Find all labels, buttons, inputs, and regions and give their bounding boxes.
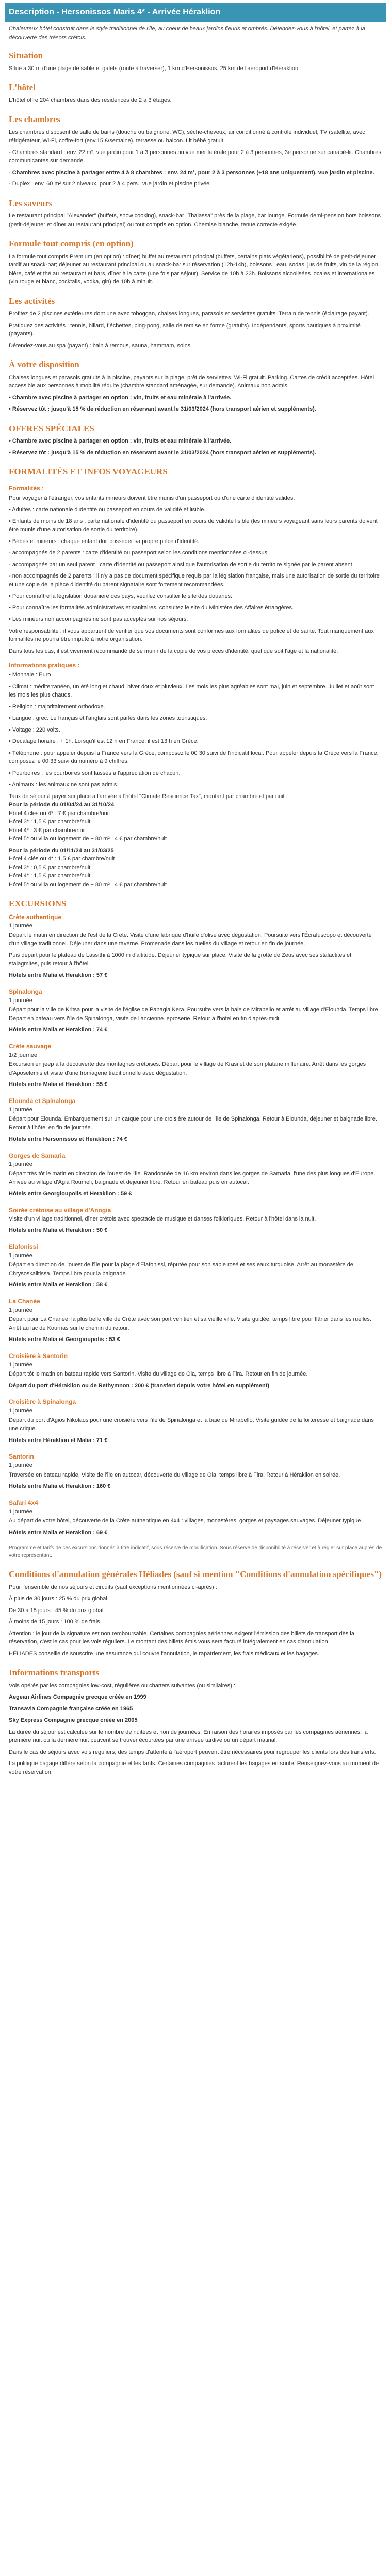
excursion-title: Croisière à Santorin [9, 1352, 68, 1360]
excursion-price: Hôtels entre Malia et Heraklion : 74 € [9, 1027, 108, 1033]
excursion-price: Hôtels entre Malia et Heraklion : 55 € [9, 1081, 108, 1088]
tax-line: Pour la période du 01/11/24 au 31/03/25 [9, 847, 114, 854]
excursion-item [9, 1452, 382, 1491]
conditions-text: Attention : le jour de la signature est non remboursable. Certaines compagnies aériennes exigent l'émission des billets de transport dès la réservation, c'est le cas pour les vols réguliers. Le montant des billets émis vous sera facturé intégralement en cas d'annulation. [9, 1630, 354, 1645]
activites-text: Pratiquez des activités : tennis, billard, fléchettes, ping-pong, salle de remise en forme (gratuits). Indépendants, sports nautiques à proximité (payants). [9, 322, 361, 337]
excursion-duration: 1 journée [9, 997, 32, 1004]
formalites-item: - accompagnés par un seul parent : carte d'identité ou passeport ainsi que l'autorisation de sortie du territoire signée par le parent absent. [9, 561, 354, 568]
conditions-item: À plus de 30 jours : 25 % du prix global [9, 1596, 107, 1602]
formalites-heading: FORMALITÉS ET INFOS VOYAGEURS [9, 467, 168, 477]
excursion-price: Hôtels entre Malia et Georgioupolis : 53 € [9, 1336, 120, 1343]
excursion-desc: Départ le matin en direction de l'est de la Crète. Visite d'une fabrique d'huile d'olive avec dégustation. Poursuite vers l'Écrafuscopo et découverte d'un village traditionnel. Déjeuner dans une taverne. Promenade dans les ruelles du village et retour en fin de journée. [9, 932, 372, 947]
excursion-duration: 1 journée [9, 922, 32, 929]
excursion-item [9, 1151, 382, 1198]
excursion-title: Safari 4x4 [9, 1499, 38, 1506]
formalites-item: • Adultes : carte nationale d'identité ou passeport en cours de validité et lisible. [9, 506, 206, 513]
infos-item: • Décalage horaire : + 1h. Lorsqu'il est 12 h en France, il est 13 h en Grèce. [9, 738, 199, 744]
activites-text: Profitez de 2 piscines extérieures dont une avec toboggan, chaises longues, parasols et serviettes gratuits. Terrain de tennis (éclairage payant). [9, 311, 369, 317]
tax-line: Hôtel 5* ou villa ou logement de + 80 m² : 4 € par chambre/nuit [9, 881, 167, 888]
chambres-item: - Duplex : env. 60 m² sur 2 niveaux, pour 2 à 4 pers., vue jardin et piscine privée. [9, 181, 211, 187]
formalites-intro: Pour voyager à l'étranger, vos enfants mineurs doivent être munis d'un passeport ou d'une carte d'identité valides. [9, 495, 295, 501]
excursion-duration: 1 journée [9, 1252, 32, 1259]
excursion-duration: 1 journée [9, 1161, 32, 1167]
formalites-item: - accompagnés de 2 parents : carte d'identité ou passeport selon les conditions mentionnées ci-dessus. [9, 550, 269, 556]
excursion-item [9, 912, 382, 980]
infos-item: • Religion : majoritairement orthodoxe. [9, 703, 105, 710]
excursion-duration: 1 journée [9, 1361, 32, 1368]
excursion-price: Hôtels entre Malia et Heraklion : 50 € [9, 1227, 108, 1233]
excursion-price: Hôtels entre Malia et Heraklion : 57 € [9, 972, 108, 978]
infos-item: • Monnaie : Euro [9, 672, 51, 678]
formule-section [9, 237, 382, 286]
formule-heading: Formule tout compris (en option) [9, 239, 134, 248]
excursion-item [9, 1498, 382, 1537]
excursion-item [9, 1242, 382, 1290]
transport-heading: Informations transports [9, 1668, 100, 1677]
activites-text: Détendez-vous au spa (payant) : bain à remous, sauna, hammam, soins. [9, 342, 192, 349]
chambres-heading: Les chambres [9, 114, 61, 124]
excursion-desc: Départ pour La Chanée, la plus belle ville de Crète avec son port vénitien et sa vieille ville. Visite guidée, temps libre pour flâner dans les ruelles. Arrêt au lac de Kournas sur le chemin du retour. [9, 1316, 371, 1331]
transport-text: La politique bagage diffère selon la compagnie et les tarifs. Certaines compagnies facturent les bagages en soute. Renseignez-vous au moment de votre réservation. [9, 1760, 379, 1775]
excursion-desc: Au départ de votre hôtel, découverte de la Crète authentique en 4x4 : villages, monastères, gorges et paysages sauvages. Déjeuner typique. [9, 1518, 363, 1524]
excursion-desc: Puis départ pour le plateau de Lassithi à 1000 m d'altitude. Déjeuner typique sur place. Visite de la grotte de Zeus avec ses stalactites et stalagmites, puis retour à l'hôtel. [9, 952, 352, 967]
formalites-section [9, 465, 382, 889]
excursion-item [9, 1397, 382, 1445]
page-title: Description - Hersonissos Maris 4* - Arrivée Héraklion [5, 3, 386, 22]
tax-line: Pour la période du 01/04/24 au 31/10/24 [9, 802, 115, 808]
excursions-section [9, 897, 382, 1560]
formalites-note: Votre responsabilité : il vous appartient de vérifier que vos documents sont conformes aux formalités de police et de santé. Tout manquement aux formalités ne pourra être imputé à notre organisation. [9, 628, 374, 642]
excursion-price: Départ du port d'Héraklion ou de Rethymnon : 200 € (transfert depuis votre hôtel en supplément) [9, 1382, 270, 1389]
infos-subheading: Informations pratiques : [9, 662, 80, 669]
excursion-price: Hôtels entre Malia et Heraklion : 160 € [9, 1483, 111, 1489]
excursion-desc: Départ tôt le matin en bateau rapide vers Santorin. Visite du village de Oia, temps libre à Fira. Retour en fin de journée. [9, 1371, 308, 1377]
savoir-heading: À votre disposition [9, 360, 79, 369]
excursion-title: Crète sauvage [9, 1042, 52, 1050]
excursion-item [9, 1351, 382, 1391]
excursion-desc: Départ en direction de l'ouest de l'île pour la plage d'Elafonissi, réputée pour son sable rosé et ses eaux turquoise. Arrêt au monastère de Chrysoskalitissa. Temps libre pour la baignade. [9, 1262, 353, 1277]
formalites-subheading: Formalités : [9, 484, 44, 492]
carrier-item: Aegean Airlines Compagnie grecque créée en 1999 [9, 1694, 146, 1700]
tax-line: Hôtel 3* : 1,5 € par chambre/nuit [9, 819, 91, 825]
excursion-desc: Départ très tôt le matin en direction de l'ouest de l'île. Randonnée de 16 km environ dans les gorges de Samaria, l'une des plus longues d'Europe. Arrivée au village d'Agia Roumeli, baignade et déjeuner libre. Retour en bateau puis en autocar. [9, 1171, 376, 1185]
formalites-item: • Pour connaître les formalités administratives et sanitaires, consultez le site du Ministère des Affaires étrangères. [9, 604, 294, 611]
chambres-item: - Chambres avec piscine à partager entre 4 à 8 chambres : env. 24 m², pour 2 à 3 personnes (+18 ans uniquement), vue jardin et piscine. [9, 169, 374, 176]
excursion-price: Hôtels entre Georgioupolis et Heraklion : 59 € [9, 1191, 132, 1197]
formalites-item: - non accompagnés de 2 parents : il n'y a pas de document spécifique requis par la législation française, mais une autorisation de sortie du territoire et une copie de la pièce d'identité du parent signataire sont fortement recommandées. [9, 573, 380, 588]
excursion-title: Elafonissi [9, 1243, 38, 1250]
carrier-item: Sky Express Compagnie grecque créée en 2005 [9, 1717, 138, 1723]
excursion-duration: 1 journée [9, 1408, 32, 1414]
saveurs-heading: Les saveurs [9, 198, 53, 208]
excursions-heading: EXCURSIONS [9, 899, 67, 908]
excursion-duration: 1/2 journée [9, 1052, 38, 1058]
conditions-text: Pour l'ensemble de nos séjours et circuits (sauf exceptions mentionnées ci-après) : [9, 1584, 217, 1590]
excursion-price: Hôtels entre Malia et Heraklion : 58 € [9, 1282, 108, 1288]
infos-item: • Animaux : les animaux ne sont pas admis. [9, 782, 119, 788]
excursion-title: Spinalonga [9, 988, 42, 995]
situation-text: Situé à 30 m d'une plage de sable et galets (route à traverser), 1 km d'Hersonissos, 25 km de l'aéroport d'Héraklion. [9, 65, 300, 72]
tax-line: Taux de séjour à payer sur place à l'arrivée à l'hôtel "Climate Resilience Tax", montant par chambre et par nuit : [9, 793, 288, 800]
excursion-item [9, 987, 382, 1035]
tax-line: Hôtel 4 clés ou 4* : 1,5 € par chambre/nuit [9, 856, 115, 862]
tax-line: Hôtel 5* ou villa ou logement de + 80 m² : 4 € par chambre/nuit [9, 836, 167, 842]
saveurs-section [9, 197, 382, 229]
infos-item: • Langue : grec. Le français et l'anglais sont parlés dans les zones touristiques. [9, 715, 207, 721]
conditions-section [9, 1568, 382, 1658]
formalites-item: • Bébés et mineurs : chaque enfant doit posséder sa propre pièce d'identité. [9, 538, 200, 545]
excursion-duration: 1 journée [9, 1106, 32, 1113]
formalites-item: • Les mineurs non accompagnés ne sont pas acceptés sur nos séjours. [9, 616, 188, 622]
conditions-item: À moins de 15 jours : 100 % de frais [9, 1619, 100, 1625]
excursion-price: Hôtels entre Hersonissos et Heraklion : 74 € [9, 1136, 127, 1142]
excursion-item [9, 1297, 382, 1344]
excursion-duration: 1 journée [9, 1307, 32, 1313]
excursion-duration: 1 journée [9, 1508, 32, 1515]
excursion-desc: Départ pour Elounda. Embarquement sur un caïque pour une croisière autour de l'île de Spinalonga. Retour à Elounda, déjeuner et baignade libre. Retour à l'hôtel en fin de journée. [9, 1116, 377, 1131]
chambres-text: Les chambres disposent de salle de bains (douche ou baignoire, WC), sèche-cheveux, air conditionné à contrôle individuel, TV (satellite, avec réfrigérateur, Wi-Fi, coffre-fort (env.15 €/semaine), terrasse ou balcon. Lit bébé gratuit. [9, 129, 365, 144]
excursion-duration: 1 journée [9, 1462, 32, 1468]
tax-line: Hôtel 4* : 1,5 € par chambre/nuit [9, 873, 91, 879]
offres-heading: OFFRES SPÉCIALES [9, 423, 94, 433]
excursion-price: Hôtels entre Héraklion et Malia : 71 € [9, 1437, 108, 1444]
excursion-price: Hôtels entre Malia et Heraklion : 69 € [9, 1529, 108, 1536]
excursion-title: Croisière à Spinalonga [9, 1398, 76, 1405]
transport-text: La durée du séjour est calculée sur le nombre de nuitées et non de journées. En raison des horaires imposés par les compagnies aériennes, la première nuit ou la dernière nuit peuvent se trouver écourtées par une arrivée tardive ou un départ matinal. [9, 1728, 368, 1743]
saveurs-text: Le restaurant principal "Alexander" (buffets, show cooking), snack-bar "Thalassa" près de la plage, bar lounge. Formule demi-pension hors boissons (petit-déjeuner et dîner au restaurant principal) ou tout compris en option. Chemise blanche, tenue correcte exigée. [9, 213, 381, 228]
infos-item: • Climat : méditerranéen, un été long et chaud, hiver doux et pluvieux. Les mois les plus agréables sont mai, juin et septembre. Juillet et août sont les mois les plus chauds. [9, 683, 374, 698]
formalites-item: • Enfants de moins de 18 ans : carte nationale d'identité ou passeport en cours de validité lisible (les mineurs voyageant sans leurs parents doivent être munis d'une autorisation de sortie du territoire). [9, 518, 378, 533]
tax-dates [9, 792, 382, 889]
tax-line: Hôtel 4* : 3 € par chambre/nuit [9, 827, 86, 834]
excursion-item [9, 1096, 382, 1144]
transport-section [9, 1666, 382, 1776]
excursion-desc: Départ du port d'Agios Nikolaos pour une croisière vers l'île de Spinalonga et la baie de Mirabello. Visite guidée de la forteresse et baignade dans une crique. [9, 1417, 374, 1432]
savoir-section [9, 358, 382, 414]
situation-section [9, 49, 382, 73]
excursion-title: La Chanée [9, 1297, 40, 1305]
transport-text: Dans le cas de séjours avec vols réguliers, des temps d'attente à l'aéroport peuvent être nécessaires pour regrouper les clients lors des transferts. [9, 1749, 376, 1755]
excursion-item [9, 1042, 382, 1089]
excursion-title: Elounda et Spinalonga [9, 1097, 76, 1105]
situation-heading: Situation [9, 50, 43, 60]
offres-section [9, 422, 382, 457]
excursion-desc: Départ pour la ville de Kritsa pour la visite de l'église de Panagia Kera. Poursuite vers la baie de Mirabello et arrêt au village d'Elounda. Temps libre. Départ en bateau vers l'île de Spinalonga, visite de l'ancienne léproserie. Retour à l'hôtel en fin d'après-midi. [9, 1007, 380, 1022]
excursions-note: Programme et tarifs de ces excursions donnés à titre indicatif, sous réserve de modification. Sous réserve de disponibilité à réserver et à régler sur place auprès de votre représentant. [9, 1545, 382, 1558]
excursion-desc: Excursion en jeep à la découverte des montagnes crétoises. Départ pour le village de Krasi et de son platane millénaire. Arrêt dans les gorges d'Aposelemis et visite d'une fromagerie traditionnelle avec dégustation. [9, 1061, 366, 1076]
transport-intro: Vols opérés par les compagnies low-cost, régulières ou charters suivantes (ou similaires) : [9, 1682, 235, 1689]
activites-heading: Les activités [9, 296, 55, 306]
excursion-title: Gorges de Samaria [9, 1151, 66, 1159]
excursion-desc: Traversée en bateau rapide. Visite de l'île en autocar, découverte du village de Oia, temps libre à Fira. Retour à Héraklion en soirée. [9, 1471, 340, 1478]
formalites-item: • Pour connaître la législation douanière des pays, veuillez consulter le site des douanes. [9, 593, 233, 599]
infos-item: • Voltage : 220 volts. [9, 726, 60, 733]
hotel-heading: L'hôtel [9, 82, 36, 92]
conditions-heading: Conditions d'annulation générales Héliades (sauf si mention "Conditions d'annulation spécifiques") [9, 1569, 382, 1579]
formule-text: La formule tout compris Premium (en option) : dîner) buffet au restaurant principal (buffets, certains plats végétariens), possibilité de petit-déjeuner tardif au snack-bar; déjeuner au restaurant principal ou au snack-bar sur réservation (12h-14h), boissons : eau, sodas, jus de fruits, vin de la région, bière, café et thé au restaurant et bars, dîner à la carte (une fois par séjour). Service de 10h à 23h. Boissons alcoolisées locales et internationales (vin rouge et blanc, cocktails, vodka, gin) de 10h à minuit. [9, 253, 380, 285]
intro-text: Chaleureux hôtel construit dans le style traditionnel de l'île, au coeur de beaux jardins fleuris et ombrés. Détendez-vous à l'hôtel, et partez à la découverte des trésors crétois. [9, 26, 365, 41]
excursion-item [9, 1206, 382, 1235]
hotel-text: L'hôtel offre 204 chambres dans des résidences de 2 à 3 étages. [9, 97, 172, 104]
savoir-text: Chaises longues et parasols gratuits à la piscine, payants sur la plage, prêt de serviettes. Wi-Fi gratuit. Parking. Cartes de crédit acceptées. Hôtel accessible aux personnes à mobilité réduite (chambre standard aménagée, sur demande). Animaux non admis. [9, 374, 374, 389]
page [5, 3, 386, 1795]
conditions-item: De 30 à 15 jours : 45 % du prix global [9, 1607, 104, 1614]
tax-line: Hôtel 4 clés ou 4* : 7 € par chambre/nuit [9, 810, 110, 817]
savoir-item: • Chambre avec piscine à partager en option : vin, fruits et eau minérale à l'arrivée. [9, 394, 232, 401]
offre-item: • Réservez tôt : jusqu'à 15 % de réduction en réservant avant le 31/03/2024 (hors transport aérien et suppléments). [9, 449, 316, 456]
excursion-title: Soirée crétoise au village d'Anogia [9, 1206, 111, 1214]
conditions-text: HÉLIADES conseille de souscrire une assurance qui couvre l'annulation, le rapatriement, les frais médicaux et les bagages. [9, 1650, 319, 1657]
infos-item: • Téléphone : pour appeler depuis la France vers la Grèce, composez le 00 30 suivi de l'indicatif local. Pour appeler depuis la Grèce vers la France, composez le 00 33 suivi du numéro à 9 chiffres. [9, 750, 379, 765]
infos-item: • Pourboires : les pourboires sont laissés à l'appréciation de chacun. [9, 770, 181, 776]
chambres-section [9, 113, 382, 189]
excursion-desc: Visite d'un village traditionnel, dîner crétois avec spectacle de musique et danses folkloriques. Retour à l'hôtel dans la nuit. [9, 1215, 316, 1222]
activites-section [9, 295, 382, 350]
offre-item: • Chambre avec piscine à partager en option : vin, fruits et eau minérale à l'arrivée. [9, 438, 232, 444]
savoir-item: • Réservez tôt : jusqu'à 15 % de réduction en réservant avant le 31/03/2024 (hors transport aérien et suppléments). [9, 406, 316, 412]
excursion-title: Crète authentique [9, 913, 62, 921]
tax-line: Hôtel 3* : 0,5 € par chambre/nuit [9, 864, 91, 871]
hotel-section [9, 81, 382, 105]
chambres-item: - Chambres standard : env. 22 m², vue jardin pour 1 à 3 personnes ou vue mer latérale pour 2 à 3 personnes, 3e personne sur canapé-lit. Chambres communicantes sur demande. [9, 149, 381, 164]
excursion-title: Santorin [9, 1453, 34, 1460]
carrier-item: Transavia Compagnie française créée en 1965 [9, 1705, 133, 1712]
formalites-note: Dans tous les cas, il est vivement recommandé de se munir de la copie de vos pièces d'identité, quel que soit l'âge et la nationalité. [9, 648, 338, 654]
